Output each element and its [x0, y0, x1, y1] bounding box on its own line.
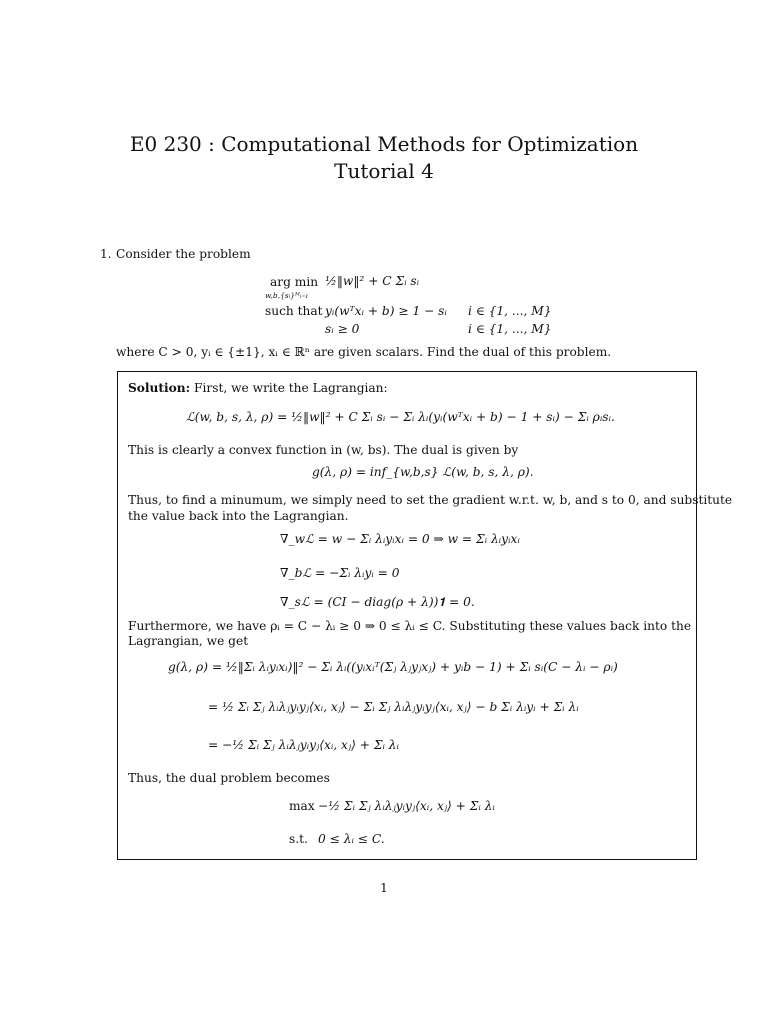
minimum-text-line-1: Thus, to find a minumum, we simply need to set the gradient w.r.t. w, b, and s to 0, and substitute	[128, 493, 733, 507]
argmin-subscript: w,b,{sᵢ}ᴹᵢ₌₁	[265, 291, 309, 300]
minimum-text-line-2: the value back into the Lagrangian.	[128, 509, 349, 523]
gradient-w-equation: ∇_wℒ = w − Σᵢ λᵢyᵢxᵢ = 0 ⇒ w = Σᵢ λᵢyᵢxᵢ	[280, 532, 520, 546]
primal-constraint-2-domain: i ∈ {1, ..., M}	[468, 322, 552, 336]
page-number: 1	[380, 881, 388, 895]
dual-derivation-line-2: = ½ Σᵢ Σⱼ λᵢλⱼyᵢyⱼ⟨xᵢ, xⱼ⟩ − Σᵢ Σⱼ λᵢλⱼyᵢyⱼ⟨xᵢ, xⱼ⟩ − b Σᵢ λᵢyᵢ + Σᵢ λᵢ	[208, 700, 579, 714]
problem-intro: Consider the problem	[116, 247, 251, 261]
dual-max-label: max	[289, 799, 315, 813]
primal-constraint-1-domain: i ∈ {1, ..., M}	[468, 304, 552, 318]
lagrangian-equation: ℒ(w, b, s, λ, ρ) = ½‖w‖² + C Σᵢ sᵢ − Σᵢ λᵢ(yᵢ(wᵀxᵢ + b) − 1 + sᵢ) − Σᵢ ρᵢsᵢ.	[186, 410, 615, 424]
substitution-text-line-2: Lagrangian, we get	[128, 634, 249, 648]
such-that-label: such that	[265, 304, 323, 318]
argmin-label: arg min	[270, 275, 319, 289]
problem-given: where C > 0, yᵢ ∈ {±1}, xᵢ ∈ ℝⁿ are given scalars. Find the dual of this problem.	[116, 345, 612, 359]
dual-derivation-line-3: = −½ Σᵢ Σⱼ λᵢλⱼyᵢyⱼ⟨xᵢ, xⱼ⟩ + Σᵢ λᵢ	[208, 738, 399, 752]
solution-paragraph-1	[128, 381, 388, 395]
document-title: E0 230 : Computational Methods for Optimization	[129, 132, 639, 156]
document-subtitle: Tutorial 4	[334, 159, 434, 183]
dual-function-equation: g(λ, ρ) = inf_{w,b,s} ℒ(w, b, s, λ, ρ).	[312, 465, 534, 479]
primal-objective: ½‖w‖² + C Σᵢ sᵢ	[325, 274, 420, 288]
convexity-text: This is clearly a convex function in (w, bs). The dual is given by	[128, 443, 519, 457]
dual-subject-to-label: s.t.	[289, 832, 308, 846]
primal-constraint-2: sᵢ ≥ 0	[325, 322, 360, 336]
dual-constraint: 0 ≤ λᵢ ≤ C.	[318, 832, 385, 846]
dual-problem-intro: Thus, the dual problem becomes	[128, 771, 330, 785]
dual-derivation-line-1: g(λ, ρ) = ½‖Σᵢ λᵢyᵢxᵢ)‖² − Σᵢ λᵢ((yᵢxᵢᵀ(Σⱼ λⱼyⱼxⱼ) + yᵢb − 1) + Σᵢ sᵢ(C − λᵢ − ρᵢ)	[168, 660, 618, 674]
primal-constraint-1: yᵢ(wᵀxᵢ + b) ≥ 1 − sᵢ	[325, 304, 447, 318]
solution-label: Solution:	[128, 381, 191, 395]
dual-objective: −½ Σᵢ Σⱼ λᵢλⱼyᵢyⱼ⟨xᵢ, xⱼ⟩ + Σᵢ λᵢ	[318, 799, 495, 813]
problem-number: 1.	[100, 247, 112, 261]
substitution-text-line-1: Furthermore, we have ρᵢ = C − λᵢ ≥ 0 ⇒ 0 ≤ λᵢ ≤ C. Substituting these values back into the	[128, 619, 692, 633]
gradient-s-equation: ∇_sℒ = (CI − diag(ρ + λ))𝟏 = 0.	[280, 595, 475, 609]
gradient-b-equation: ∇_bℒ = −Σᵢ λᵢyᵢ = 0	[280, 566, 400, 580]
solution-intro: First, we write the Lagrangian:	[194, 381, 388, 395]
